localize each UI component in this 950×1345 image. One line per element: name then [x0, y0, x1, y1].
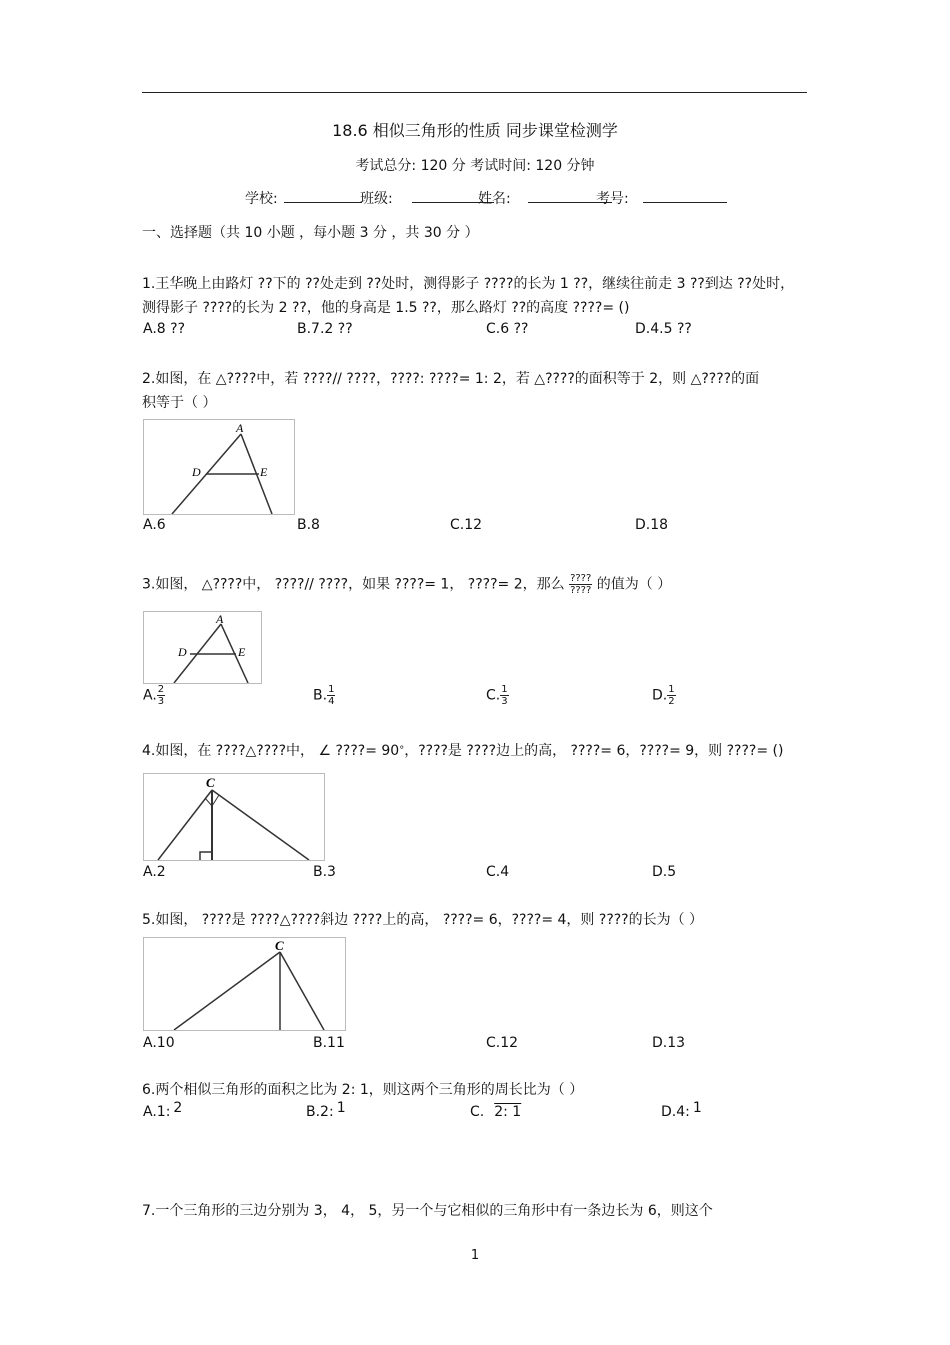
q2-label-a: A	[236, 421, 244, 435]
q3-label-a: A	[216, 612, 224, 626]
q2-line2: 积等于（ ）	[142, 395, 217, 411]
q6-option-b: B.2: 1	[306, 1100, 346, 1120]
q3-text-a: 3.如图， △????中， ????// ????，如果 ????= 1， ????= 2，那么	[142, 576, 565, 593]
q2-option-a: A.6	[143, 517, 166, 533]
name-label: 姓名:	[478, 191, 511, 207]
q6-option-a: A.1: 2	[143, 1100, 183, 1120]
q3-frac-den: ????	[570, 585, 592, 596]
q4-option-b: B.3	[313, 864, 336, 880]
q4-option-d: D.5	[652, 864, 677, 880]
q3-frac-num: ????	[570, 573, 592, 584]
id-blank	[643, 188, 727, 207]
q5-option-d: D.13	[652, 1035, 686, 1051]
q4-text-b: ，????是 ????边上的高， ????= 6，????= 9，则 ????= ()	[404, 743, 784, 759]
q4-option-a: A.2	[143, 864, 166, 880]
q4-text-a: 4.如图，在 ????△????中， ∠ ????= 90	[142, 743, 400, 759]
q5-figure	[143, 937, 346, 1031]
q6-option-d: D.4: 1	[661, 1100, 702, 1120]
q3-figure	[143, 611, 262, 684]
q6-option-c: C. 2: 1	[470, 1104, 522, 1120]
page-title: 18.6 相似三角形的性质 同步课堂检测学	[332, 121, 618, 140]
q1-option-a: A.8 ??	[143, 321, 185, 337]
q2-label-e: E	[260, 465, 268, 479]
q3-option-a: A. $\frac{2}{3}$	[143, 684, 165, 707]
q5-option-a: A.10	[143, 1035, 175, 1051]
q2-option-d: D.18	[635, 517, 669, 533]
q1-line2: 测得影子 ????的长为 2 ??，他的身高是 1.5 ??，那么路灯 ??的高度 ????= ()	[142, 300, 630, 316]
q4-degree: °	[399, 745, 405, 756]
q5-option-c: C.12	[486, 1035, 519, 1051]
top-rule	[142, 92, 807, 93]
class-label: 班级:	[360, 191, 393, 207]
q3-text-b: 的值为（ ）	[596, 576, 672, 593]
q3-option-c: C. $\frac{1}{3}$	[486, 684, 508, 707]
q4-figure	[143, 773, 325, 861]
q4-option-c: C.4	[486, 864, 510, 880]
section-heading: 一、选择题（共 10 小题 ，每小题 3 分 ，共 30 分 ）	[142, 225, 479, 241]
q1-line1: 1.王华晚上由路灯 ??下的 ??处走到 ??处时，测得影子 ????的长为 1 ??，继续往前走 3 ??到达 ??处时，	[142, 276, 795, 292]
q1-option-b: B.7.2 ??	[297, 321, 353, 337]
q2-label-d: D	[192, 465, 201, 479]
q3-option-b: B. $\frac{1}{4}$	[313, 684, 335, 707]
exam-meta: 考试总分: 120 分 考试时间: 120 分钟	[355, 158, 595, 174]
q5-stem: 5.如图， ????是 ????△????斜边 ????上的高， ????= 6，????= 4，则 ????的长为（ ）	[142, 912, 704, 928]
q5-option-b: B.11	[313, 1035, 345, 1051]
q1-option-c: C.6 ??	[486, 321, 529, 337]
q2-line1: 2.如图，在 △????中，若 ????// ????，????: ????= 1: 2，若 △????的面积等于 2，则 △????的面	[142, 371, 760, 387]
page-number: 1	[470, 1248, 480, 1263]
q2-option-c: C.12	[450, 517, 483, 533]
q3-fraction	[569, 573, 592, 596]
id-label: 考号:	[596, 191, 629, 207]
q3-label-e: E	[238, 645, 246, 659]
q4-stem	[142, 740, 783, 762]
school-blank	[284, 188, 362, 207]
q7-stem: 7.一个三角形的三边分别为 3， 4， 5，另一个与它相似的三角形中有一条边长为 6，则这个	[142, 1203, 713, 1219]
q2-option-b: B.8	[297, 517, 320, 533]
school-label: 学校:	[245, 191, 278, 207]
q3-label-d: D	[178, 645, 187, 659]
q1-option-d: D.4.5 ??	[635, 321, 692, 337]
q6-stem: 6.两个相似三角形的面积之比为 2: 1，则这两个三角形的周长比为（ ）	[142, 1082, 584, 1098]
q5-label-c: C	[275, 938, 284, 953]
q3-option-d: D. $\frac{1}{2}$	[652, 684, 675, 707]
q4-label-c: C	[206, 775, 215, 790]
q2-figure	[143, 419, 295, 515]
q3-stem	[142, 573, 671, 596]
